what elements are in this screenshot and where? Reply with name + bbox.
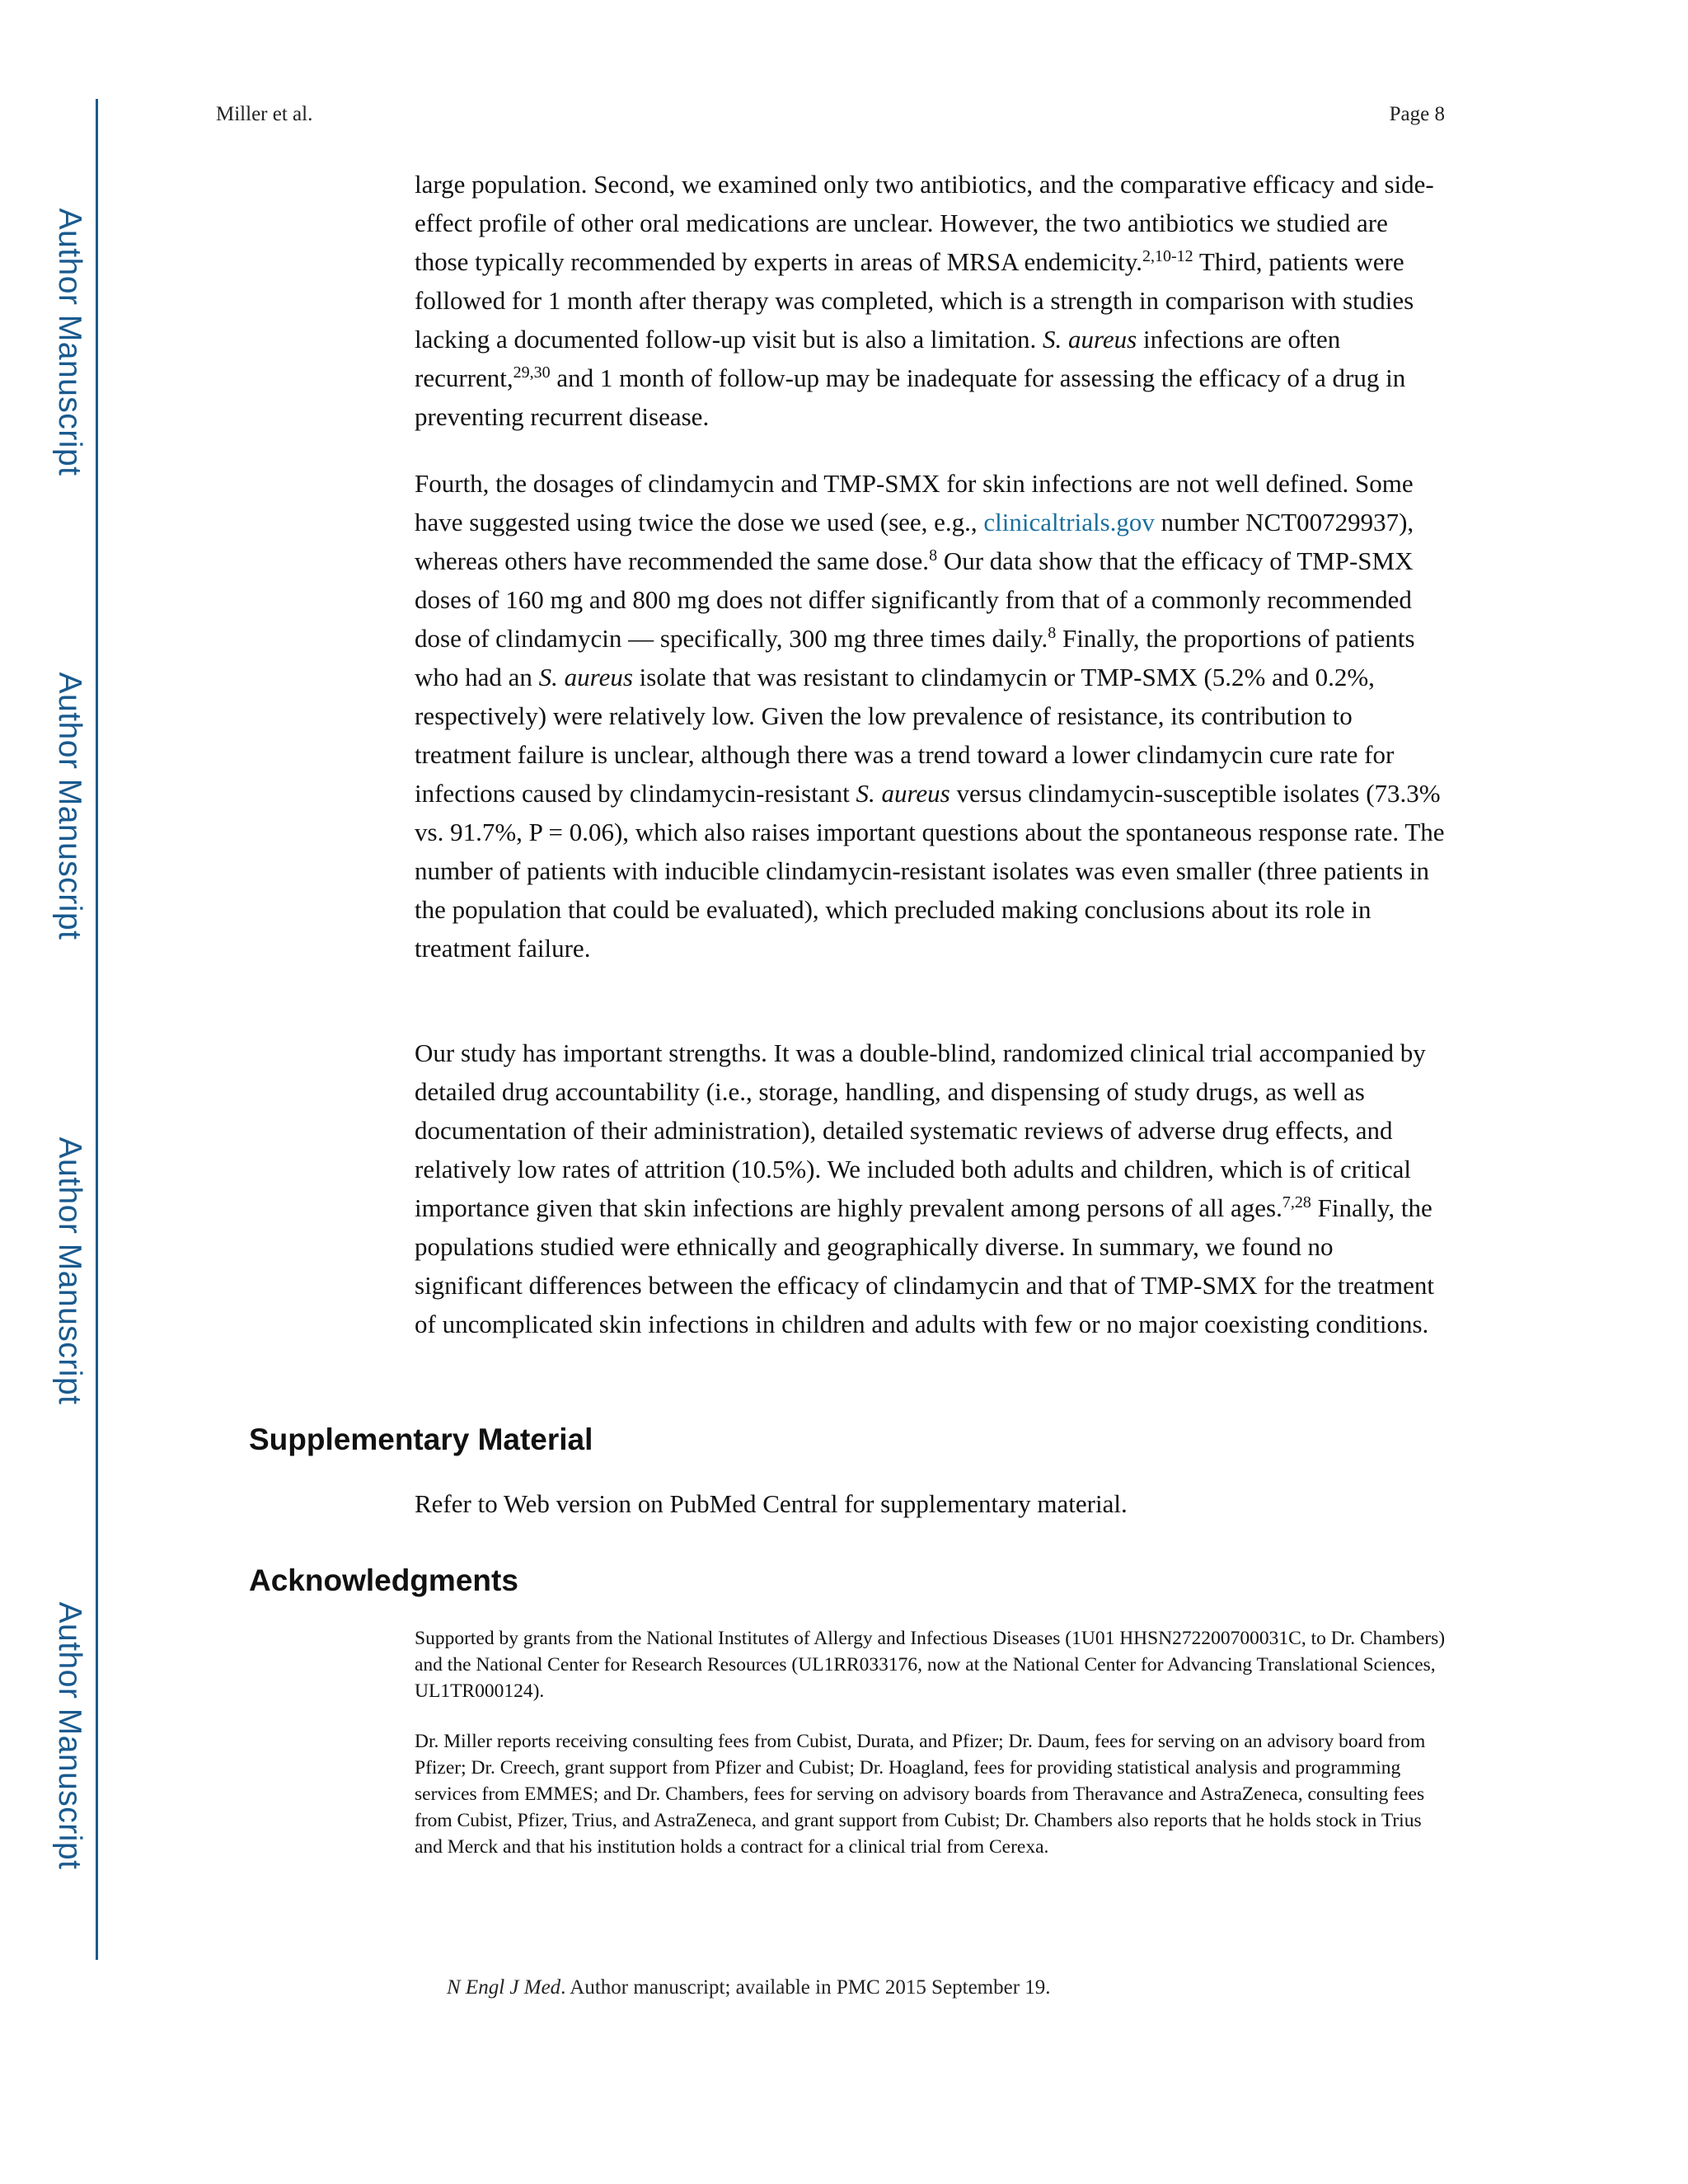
acknowledgments-paragraph: Supported by grants from the National Institutes of Allergy and Infectious Diseases (1U01 HHSN272200700031C, to Dr. Chambers) and the National Center for Research Resources (UL1RR033176, now at the National Center for Advancing Translational Sciences, UL1TR000124). <box>415 1628 1446 1702</box>
body-paragraph-3 <box>415 1033 1445 1343</box>
journal-name: N Engl J Med <box>447 1976 561 1999</box>
citation-ref: 8 <box>1048 624 1057 642</box>
sidebar-label-author-manuscript: Author Manuscript <box>52 1137 87 1405</box>
acknowledgments-funding <box>415 1625 1449 1704</box>
sidebar-rule <box>96 99 98 1960</box>
text-run: infections are often recurrent, <box>415 325 1341 392</box>
sidebar-label-author-manuscript: Author Manuscript <box>52 208 87 476</box>
body-paragraph-1 <box>415 165 1445 436</box>
text-run: Finally, the proportions of patients who had an <box>415 624 1415 691</box>
sidebar-label-author-manuscript: Author Manuscript <box>52 1601 87 1870</box>
body-paragraph-2 <box>415 464 1445 968</box>
text-run: large population. Second, we examined only two antibiotics, and the comparative efficacy and side-effect profile of other oral medications are unclear. However, the two antibiotics we studied are those typically recommended by experts in areas of MRSA endemicity. <box>415 170 1434 276</box>
supplementary-paragraph: Refer to Web version on PubMed Central for supplementary material. <box>415 1489 1128 1518</box>
species-name: S. aureus <box>856 779 950 808</box>
citation-ref: 2,10-12 <box>1142 247 1193 265</box>
species-name: S. aureus <box>538 663 633 691</box>
text-run: and 1 month of follow-up may be inadequate for assessing the efficacy of a drug in preventing recurrent disease. <box>415 363 1406 431</box>
acknowledgments-paragraph: Dr. Miller reports receiving consulting fees from Cubist, Durata, and Pfizer; Dr. Daum, fees for serving on an advisory board from Pfizer; Dr. Creech, grant support from Pfizer and Cubist; Dr. Hoagland, fees for providing statistical analysis and programming services from EMMES; and Dr. Chambers, fees for serving on advisory boards from Theravance and AstraZeneca, consulting fees from Cubist, Pfizer, Trius, and AstraZeneca, and grant support from Cubist; Dr. Chambers also reports that he holds stock in Trius and Merck and that his institution holds a contract for a clinical trial from Cerexa. <box>415 1731 1426 1858</box>
text-run: isolate that was resistant to clindamycin or TMP-SMX (5.2% and 0.2%, respectively) were relatively low. Given the low prevalence of resistance, its contribution to treatment failure is unclear, although there was a trend toward a lower clindamycin cure rate for infections caused by clindamycin-resistant <box>415 663 1395 808</box>
page-footer <box>447 1976 1051 1999</box>
supplementary-text <box>415 1484 1445 1523</box>
footer-text: . Author manuscript; available in PMC 2015 September 19. <box>560 1976 1051 1999</box>
section-heading-supplementary: Supplementary Material <box>249 1422 593 1456</box>
clinicaltrials-link[interactable]: clinicaltrials.gov <box>983 508 1155 537</box>
sidebar-label-author-manuscript: Author Manuscript <box>52 672 87 940</box>
text-run: Finally, the populations studied were ethnically and geographically diverse. In summary, we found no significant differences between the efficacy of clindamycin and that of TMP-SMX for the treatment of uncomplicated skin infections in children and adults with few or no major coexisting conditions. <box>415 1193 1435 1338</box>
citation-ref: 8 <box>929 546 938 565</box>
text-run: versus clindamycin-susceptible isolates (73.3% vs. 91.7%, P = 0.06), which also raises important questions about the spontaneous response rate. The number of patients with inducible clindamycin-resistant isolates was even smaller (three patients in the population that could be evaluated), which precluded making conclusions about its role in treatment failure. <box>415 779 1445 963</box>
section-heading-acknowledgments: Acknowledgments <box>249 1563 518 1597</box>
text-run: Our data show that the efficacy of TMP-SMX doses of 160 mg and 800 mg does not differ significantly from that of a commonly recommended dose of clindamycin — specifically, 300 mg three times daily. <box>415 546 1414 653</box>
species-name: S. aureus <box>1042 325 1137 354</box>
citation-ref: 29,30 <box>513 363 551 382</box>
text-run: Our study has important strengths. It was a double-blind, randomized clinical trial accompanied by detailed drug accountability (i.e., storage, handling, and dispensing of study drugs, as well as documentation of their administration), detailed systematic reviews of adverse drug effects, and relatively low rates of attrition (10.5%). We included both adults and children, which is of critical importance given that skin infections are highly prevalent among persons of all ages. <box>415 1038 1426 1222</box>
citation-ref: 7,28 <box>1282 1193 1311 1212</box>
text-run: Fourth, the dosages of clindamycin and TMP-SMX for skin infections are not well defined. Some have suggested using twice the dose we used (see, e.g., <box>415 469 1414 537</box>
text-run: Third, patients were followed for 1 month after therapy was completed, which is a strength in comparison with studies lacking a documented follow-up visit but is also a limitation. <box>415 247 1414 354</box>
text-run: number NCT00729937), whereas others have recommended the same dose. <box>415 508 1414 575</box>
running-head-page-number: Page 8 <box>1389 103 1445 125</box>
running-head-authors: Miller et al. <box>216 103 313 125</box>
acknowledgments-disclosures <box>415 1728 1449 1860</box>
